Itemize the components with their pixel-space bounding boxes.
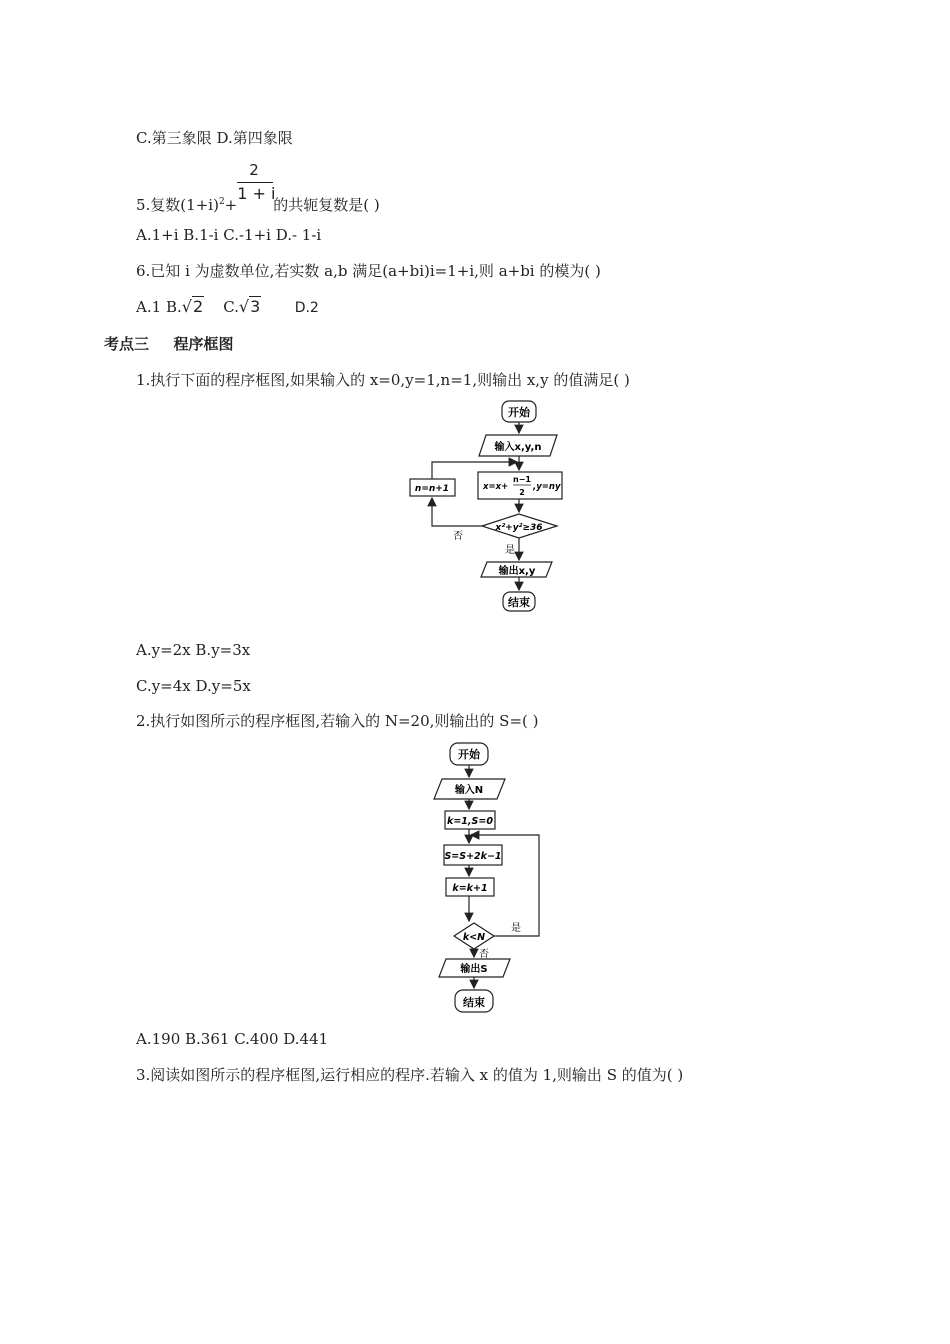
p1-input-label: 输入x,y,n <box>494 442 542 453</box>
flowchart-2 <box>0 735 950 1025</box>
p3-question: 3.阅读如图所示的程序框图,运行相应的程序.若输入 x 的值为 1,则输出 S 的值为( ) <box>136 1066 684 1084</box>
p1-start-label: 开始 <box>508 406 530 419</box>
p2-update-s-label: S=S+2k−1 <box>444 851 502 862</box>
p1-condition-label: x²+y²≥36 <box>495 523 543 533</box>
q5-options: A.1+i B.1-i C.-1+i D.- 1-i <box>136 226 322 244</box>
q5-fraction-bar <box>237 182 273 183</box>
q5-plus: + <box>224 196 238 214</box>
q6-option-d: D.2 <box>294 300 319 316</box>
p1-assign-left: x=x+ <box>483 482 509 492</box>
section-title: 考点三 <box>104 335 150 353</box>
p1-options-ab: A.y=2x B.y=3x <box>136 641 251 659</box>
p2-start-label: 开始 <box>458 748 480 761</box>
p1-no-label: 否 <box>453 531 463 542</box>
p2-question: 2.执行如图所示的程序框图,若输入的 N=20,则输出的 S=( ) <box>136 712 539 730</box>
q6-option-b-sqrt: √2 <box>181 297 204 316</box>
p2-condition-label: k<N <box>462 932 486 943</box>
q6-option-c: C. <box>223 298 239 316</box>
q5-exponent: 2 <box>218 197 225 207</box>
q6-option-a: A.1 <box>136 298 162 316</box>
q5-fraction <box>237 161 276 210</box>
p1-loop-back-line <box>432 498 482 526</box>
p2-init-label: k=1,S=0 <box>447 816 493 827</box>
q6-options <box>136 297 319 318</box>
p2-input-label: 输入N <box>454 785 484 796</box>
q6-option-b: B. <box>165 298 182 316</box>
section-heading <box>104 333 234 354</box>
q6-option-c-sqrt: √3 <box>238 297 261 316</box>
section-subtitle: 程序框图 <box>173 335 234 353</box>
p2-end-label: 结束 <box>463 996 485 1009</box>
q6-option-c-radicand: 3 <box>250 297 261 316</box>
q5-prefix: 5.复数(1+i) <box>136 196 219 214</box>
flowchart-1 <box>0 395 950 625</box>
p1-question: 1.执行下面的程序框图,如果输入的 x=0,y=1,n=1,则输出 x,y 的值满足( ) <box>136 371 630 389</box>
q5-fraction-numerator: 2 <box>249 161 259 179</box>
p1-assign-right: ,y=ny <box>533 482 561 492</box>
p1-options-cd: C.y=4x D.y=5x <box>136 677 251 695</box>
q4-options-cd: C.第三象限 D.第四象限 <box>136 129 293 147</box>
p1-yes-label: 是 <box>505 545 515 556</box>
q6-question: 6.已知 i 为虚数单位,若实数 a,b 满足(a+bi)i=1+i,则 a+bi 的模为( ) <box>136 262 601 280</box>
q5-question <box>136 161 380 215</box>
p2-output-label: 输出S <box>460 964 488 975</box>
p2-options: A.190 B.361 C.400 D.441 <box>136 1030 329 1048</box>
q6-option-b-radicand: 2 <box>192 297 204 316</box>
q5-suffix: 的共轭复数是( ) <box>273 196 380 214</box>
p1-assign-numerator: n−1 <box>513 475 531 484</box>
q5-fraction-denominator: 1 + i <box>237 184 276 203</box>
p1-assign-denominator: 2 <box>519 488 525 497</box>
p1-increment-label: n=n+1 <box>414 484 450 494</box>
p2-yes-label: 是 <box>511 923 521 934</box>
p1-output-label: 输出x,y <box>498 566 536 577</box>
p1-loop-top-line <box>432 462 517 479</box>
p1-end-label: 结束 <box>508 596 530 609</box>
p2-update-k-label: k=k+1 <box>452 883 488 894</box>
p2-no-label: 否 <box>479 949 489 960</box>
